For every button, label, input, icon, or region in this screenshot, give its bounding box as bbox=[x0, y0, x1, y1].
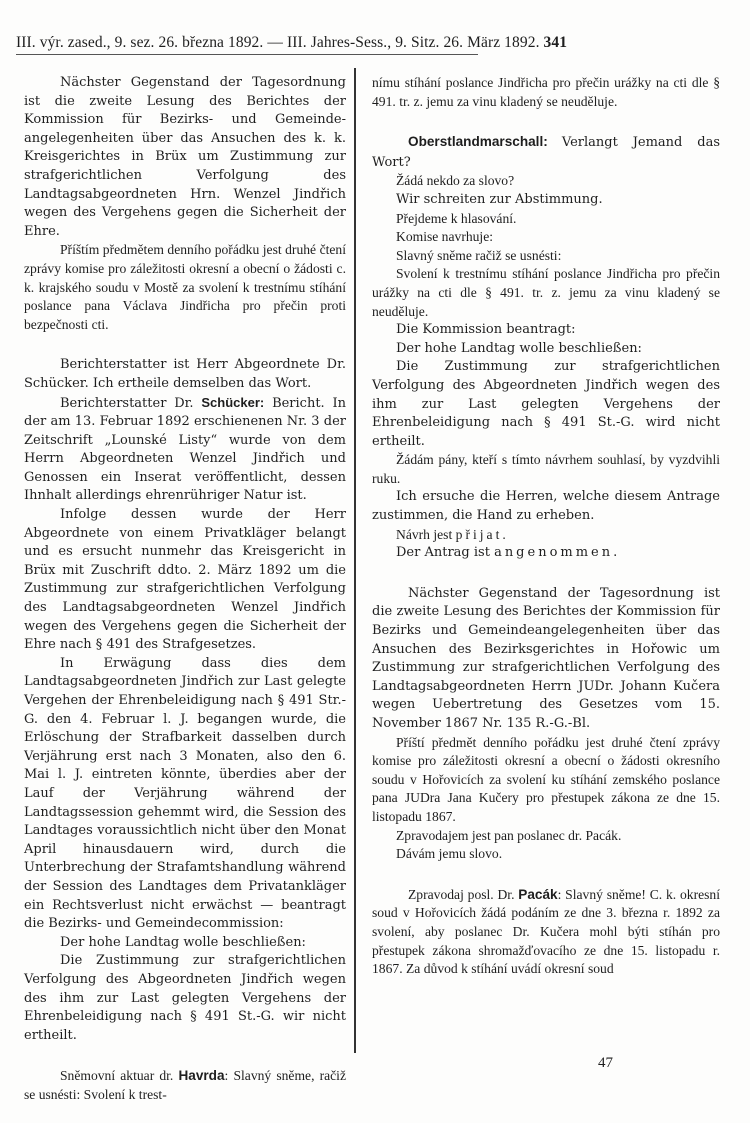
speech-text: : Slavný sněme! C. k. okresní soud v Hořovicích žádá podáním ze dne 3. března r. 1892 za svolení, aby poslanec Dr. Kučera mohl býti stíhán pro přestupek zákona shromažďovacího ze dne 15. listopadu r. 1867. Za důvod k stíhání uvádí okresní soud bbox=[372, 886, 720, 977]
paragraph-aktuar bbox=[24, 1067, 346, 1104]
paragraph-give-floor: Dávám jemu slovo. bbox=[396, 846, 503, 862]
paragraph-motion-german: Die Zustimmung zur strafgerichtlichen Verfolgung des Abgeordneten Jindřich wegen des ihm zur Last gelegten Vergehens der Ehrenbeleidigung nach § 491 St.-G. wird nicht ertheilt. bbox=[372, 359, 720, 449]
header-page-number: 341 bbox=[543, 34, 568, 51]
paragraph-accepted-german bbox=[372, 544, 720, 563]
paragraph-commission-proposes: Komise navrhuje: bbox=[396, 229, 494, 245]
paragraph-motion-text: Die Zustimmung zur strafgerichtlichen Verfolgung des Abgeordneten Jindřich wegen des ihm zur Last gelegten Vergehens der Ehrenbeleidigung nach § 491 St.-G. wir nicht ertheilt. bbox=[24, 953, 346, 1043]
paragraph-raise-hands-german: Ich ersuche die Herren, welche diesem Antrage zustimmen, die Hand zu erheben. bbox=[372, 489, 720, 524]
speaker-prefix: Zpravodaj posl. Dr. bbox=[408, 886, 515, 902]
paragraph-request-floor-czech: Žádá nekdo za slovo? bbox=[396, 173, 515, 189]
header-separator: — bbox=[267, 34, 283, 51]
result-word: přijat. bbox=[455, 526, 509, 542]
header-czech: III. výr. zased., 9. sez. 26. března 1892. bbox=[16, 34, 264, 51]
paragraph-vote-czech: Přejdeme k hlasování. bbox=[396, 210, 517, 226]
paragraph-accepted-czech bbox=[372, 526, 720, 545]
speech-text: Verlangt Jemand das Wort? bbox=[372, 135, 720, 170]
paragraph-continuation: nímu stíhání poslance Jindřicha pro přečin urážky na cti dle § 491. tr. z. jemu za vinu kladený se neuděluje. bbox=[372, 75, 720, 109]
paragraph-pacak-speech bbox=[372, 886, 720, 979]
speaker-name: Schücker: bbox=[201, 394, 265, 410]
paragraph-commission-german: Die Kommission beantragt: bbox=[396, 322, 576, 338]
speaker-name: Havrda bbox=[178, 1068, 225, 1084]
result-prefix: Návrh jest bbox=[396, 526, 453, 542]
paragraph-infolge: Infolge dessen wurde der Herr Abgeordnete von einem Privatkläger belangt und es ersucht nunmehr das Kreisgericht in Brüx mit Zuschrift ddto. 2. März 1892 um die Zustimmung zur strafgerichtlichen Verfolgung des Landtagsabgeordneten Wenzel Jindřich wegen des Vergehens gegen die Sicherheit der Ehre nach § 491 des Strafgesetzes. bbox=[24, 507, 346, 653]
paragraph-rapporteur-intro: Berichterstatter ist Herr Abgeordnete Dr. Schücker. Ich ertheile demselben das Wort. bbox=[24, 357, 346, 391]
left-column bbox=[24, 74, 346, 1104]
paragraph-next-agenda-czech: Příští předmět denního pořádku jest druhé čtení zprávy komise pro záležitosti okresní a obecní o žádosti okresního soudu v Hořovicích za svolení ku stíhání zemského poslance pana JUDra Jana Kučery pro přestupek zákona ze dne 15. listopadu 1867. bbox=[372, 734, 720, 824]
paragraph-rapporteur-czech: Zpravodajem jest pan poslanec dr. Pacák. bbox=[396, 827, 622, 843]
column-divider bbox=[354, 68, 356, 1053]
paragraph-agenda-german: Nächster Gegenstand der Tagesordnung ist die zweite Lesung des Berichtes der Kommission für Bezirks- und Gemeinde-angelegenheiten über das Ansuchen des k. k. Kreisgerichtes in Brüx um Zustimmung zur strafgerichtlichen Verfolgung des Landtagsabgeordneten Hrn. Wenzel Jindřich wegen des Vergehens gegen die Sicherheit der Ehre. bbox=[24, 75, 346, 239]
paragraph-motion-czech: Svolení k trestnímu stíhání poslance Jindřicha pro přečin urážky na cti dle § 491. tr. z. jemu za vinu kladený se neuděluje. bbox=[372, 266, 720, 319]
speaker-name: Pacák bbox=[518, 886, 558, 902]
running-header bbox=[16, 34, 568, 55]
paragraph-motion-heading: Der hohe Landtag wolle beschließen: bbox=[60, 934, 306, 950]
right-column bbox=[372, 74, 720, 979]
page-number: 47 bbox=[598, 1055, 613, 1071]
speech-text: : Slavný sněme, račiž se usnésti: Svolení k trest- bbox=[24, 1068, 346, 1102]
speaker-name: Oberstlandmarschall: bbox=[408, 134, 548, 150]
speaker-prefix: Sněmovní aktuar dr. bbox=[60, 1068, 174, 1084]
paragraph-resolve-german: Der hohe Landtag wolle beschließen: bbox=[396, 340, 642, 356]
speech-text: Bericht. In der am 13. Februar 1892 erschienenen Nr. 3 der Zeitschrift „Lounské Listy“ wurde von dem Herrn Abgeordneten Wenzel Jindřich und Genossen ein Inserat veröffentlicht, dessen Ihnhalt allerdings ehrenrühriger Natur ist. bbox=[24, 395, 346, 504]
paragraph-oberstlandmarschall bbox=[372, 133, 720, 172]
paragraph-resolve-czech: Slavný sněme račiž se usnésti: bbox=[396, 247, 562, 263]
paragraph-vote-german: Wir schreiten zur Abstimmung. bbox=[396, 191, 603, 207]
paragraph-erwaegung: In Erwägung dass dies dem Landtagsabgeordneten Jindřich zur Last gelegte Vergehen der Ehrenbeleidigung nach § 491 Str.-G. den 4. Februar l. J. begangen wurde, die Erlöschung der Strafbarkeit dasselben durch Verjährung erst nach 3 Monaten, also den 6. Mai l. J. eintreten könnte, überdies aber der Lauf der Verjährung während der Landtagssession gehemmt wird, die Session des Landtages voraussichtlich nicht über den Monat April hinausdauern wird, durch die Unterbrechung der Strafamtshandlung während der Session des Landtages dem Privatankläger ein Rechtsverlust nicht erwächst — beantragt die Bezirks- und Gemeindecommission: bbox=[24, 655, 346, 932]
result-word: angenommen. bbox=[494, 545, 621, 561]
paragraph-agenda-czech: Příštím předmětem denního pořádku jest druhé čtení zprávy komise pro záležitosti okresní a obecní o žádosti c. k. krajského soudu v Mostě za svolení k trestnímu stíhání poslance pana Václava Jindřicha pro přečin proti bezpečnosti cti. bbox=[24, 242, 346, 332]
speaker-prefix: Berichterstatter Dr. bbox=[60, 395, 194, 411]
result-prefix: Der Antrag ist bbox=[396, 545, 490, 561]
paragraph-rapporteur-report bbox=[24, 394, 346, 507]
paragraph-next-agenda-german: Nächster Gegenstand der Tagesordnung ist die zweite Lesung des Berichtes der Kommission für Bezirks und Gemeindeangelegenheiten über das Ansuchen des Bezirksgerichtes in Hořowic um Zustimmung zur strafgerichtlichen Verfolgung des Landtagsabgeordneten Herrn JUDr. Johann Kučera wegen Uebertretung des Gesetzes vom 15. November 1867 Nr. 135 R.-G.-Bl. bbox=[372, 585, 720, 731]
header-german: III. Jahres-Sess., 9. Sitz. 26. März 1892. bbox=[286, 34, 540, 51]
paragraph-raise-hands-czech: Žádám pány, kteří s tímto návrhem souhlasí, by vyzdvihli ruku. bbox=[372, 452, 720, 486]
